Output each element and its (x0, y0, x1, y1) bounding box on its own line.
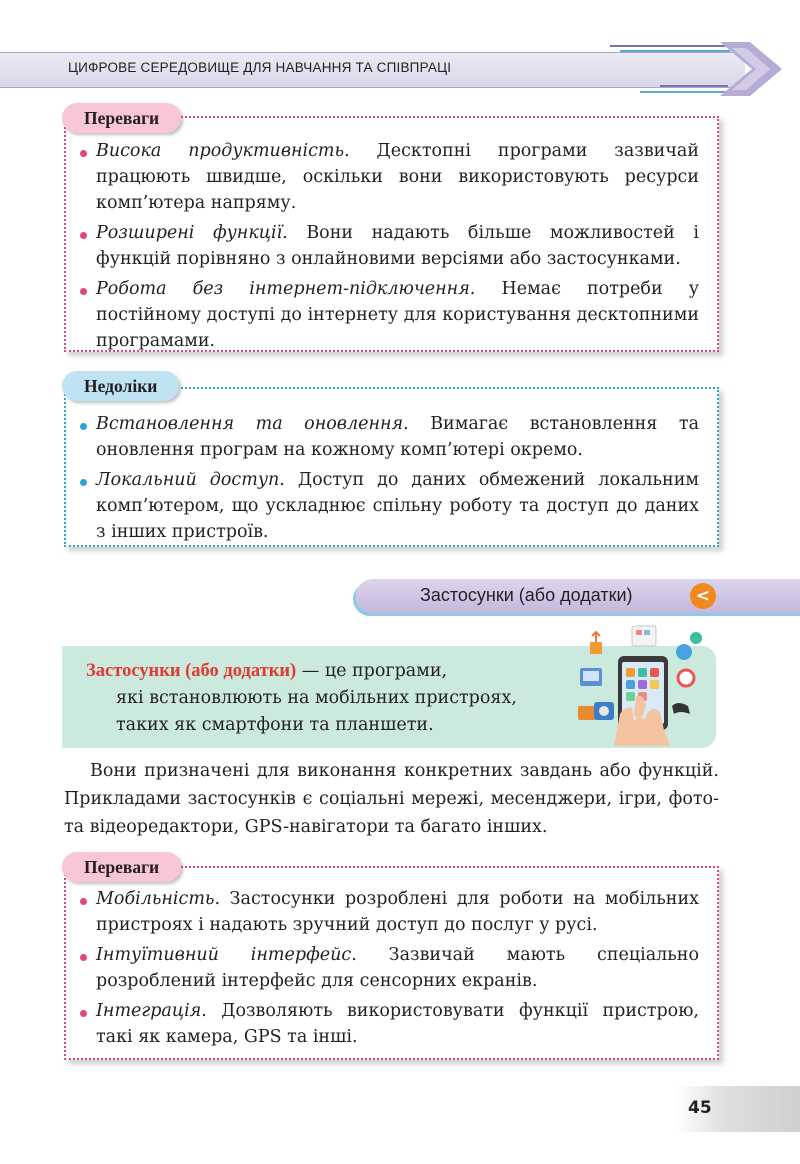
advantages-tab: Переваги (62, 103, 181, 133)
chevron-left-icon: < (690, 583, 716, 609)
bullet-icon (80, 288, 87, 295)
list-item: Розширені функції. Вони надають більше можливостей і функцій порівняно з онлайновими версіями або застосунками. (72, 220, 699, 272)
chapter-title: ЦИФРОВЕ СЕРЕДОВИЩЕ ДЛЯ НАВЧАННЯ ТА СПІВПРАЦІ (68, 60, 452, 75)
bullet-icon (80, 479, 87, 486)
list-item: Встановлення та оновлення. Вимагає встановлення та оновлення програм на кожному комп’ютері окремо. (72, 411, 699, 463)
page-number: 45 (688, 1098, 712, 1118)
body-paragraph: Вони призначені для виконання конкретних завдань або функцій. Прикладами застосунків є соціальні мережі, месенджери, ігри, фото- та відеоредактори, GPS-навігатори та багато інших. (64, 761, 719, 837)
section-title: Застосунки (або додатки) (420, 585, 633, 605)
list-item: Локальний доступ. Доступ до даних обмежений локальним комп’ютером, що ускладнює спільну роботу та доступ до даних з інших пристроїв. (72, 467, 699, 545)
bullet-icon (80, 423, 87, 430)
list-item: Мобільність. Застосунки розроблені для роботи на мобільних пристроях і надають зручний доступ до послуг у русі. (72, 886, 699, 938)
bullet-icon (80, 232, 87, 239)
advantages-box-desktop (64, 116, 719, 352)
advantages-tab: Переваги (62, 852, 181, 882)
smartphone-apps-illustration (574, 620, 712, 746)
list-item: Робота без інтернет-підключення. Немає потреби у постійному доступі до інтернету для користування десктопними програмами. (72, 276, 699, 354)
bullet-icon (80, 150, 87, 157)
header-arrow-icon (600, 38, 790, 100)
definition-text: Застосунки (або додатки) — це програми, які встановлюють на мобільних пристроях, таких як смартфони та планшети. (86, 661, 517, 735)
bullet-icon (80, 1010, 87, 1017)
disadvantages-box-desktop (64, 387, 719, 547)
bullet-icon (80, 898, 87, 905)
advantages-box-apps (64, 866, 719, 1060)
disadvantages-tab: Недоліки (62, 371, 179, 401)
bullet-icon (80, 954, 87, 961)
list-item: Інтуїтивний інтерфейс. Зазвичай мають спеціально розроблений інтерфейс для сенсорних екранів. (72, 942, 699, 994)
definition-term: Застосунки (або додатки) (86, 661, 297, 681)
list-item: Інтеграція. Дозволяють використовувати функції пристрою, такі як камера, GPS та інші. (72, 998, 699, 1050)
list-item: Висока продуктивність. Десктопні програми зазвичай працюють швидше, оскільки вони використовують ресурси комп’ютера напряму. (72, 138, 699, 216)
